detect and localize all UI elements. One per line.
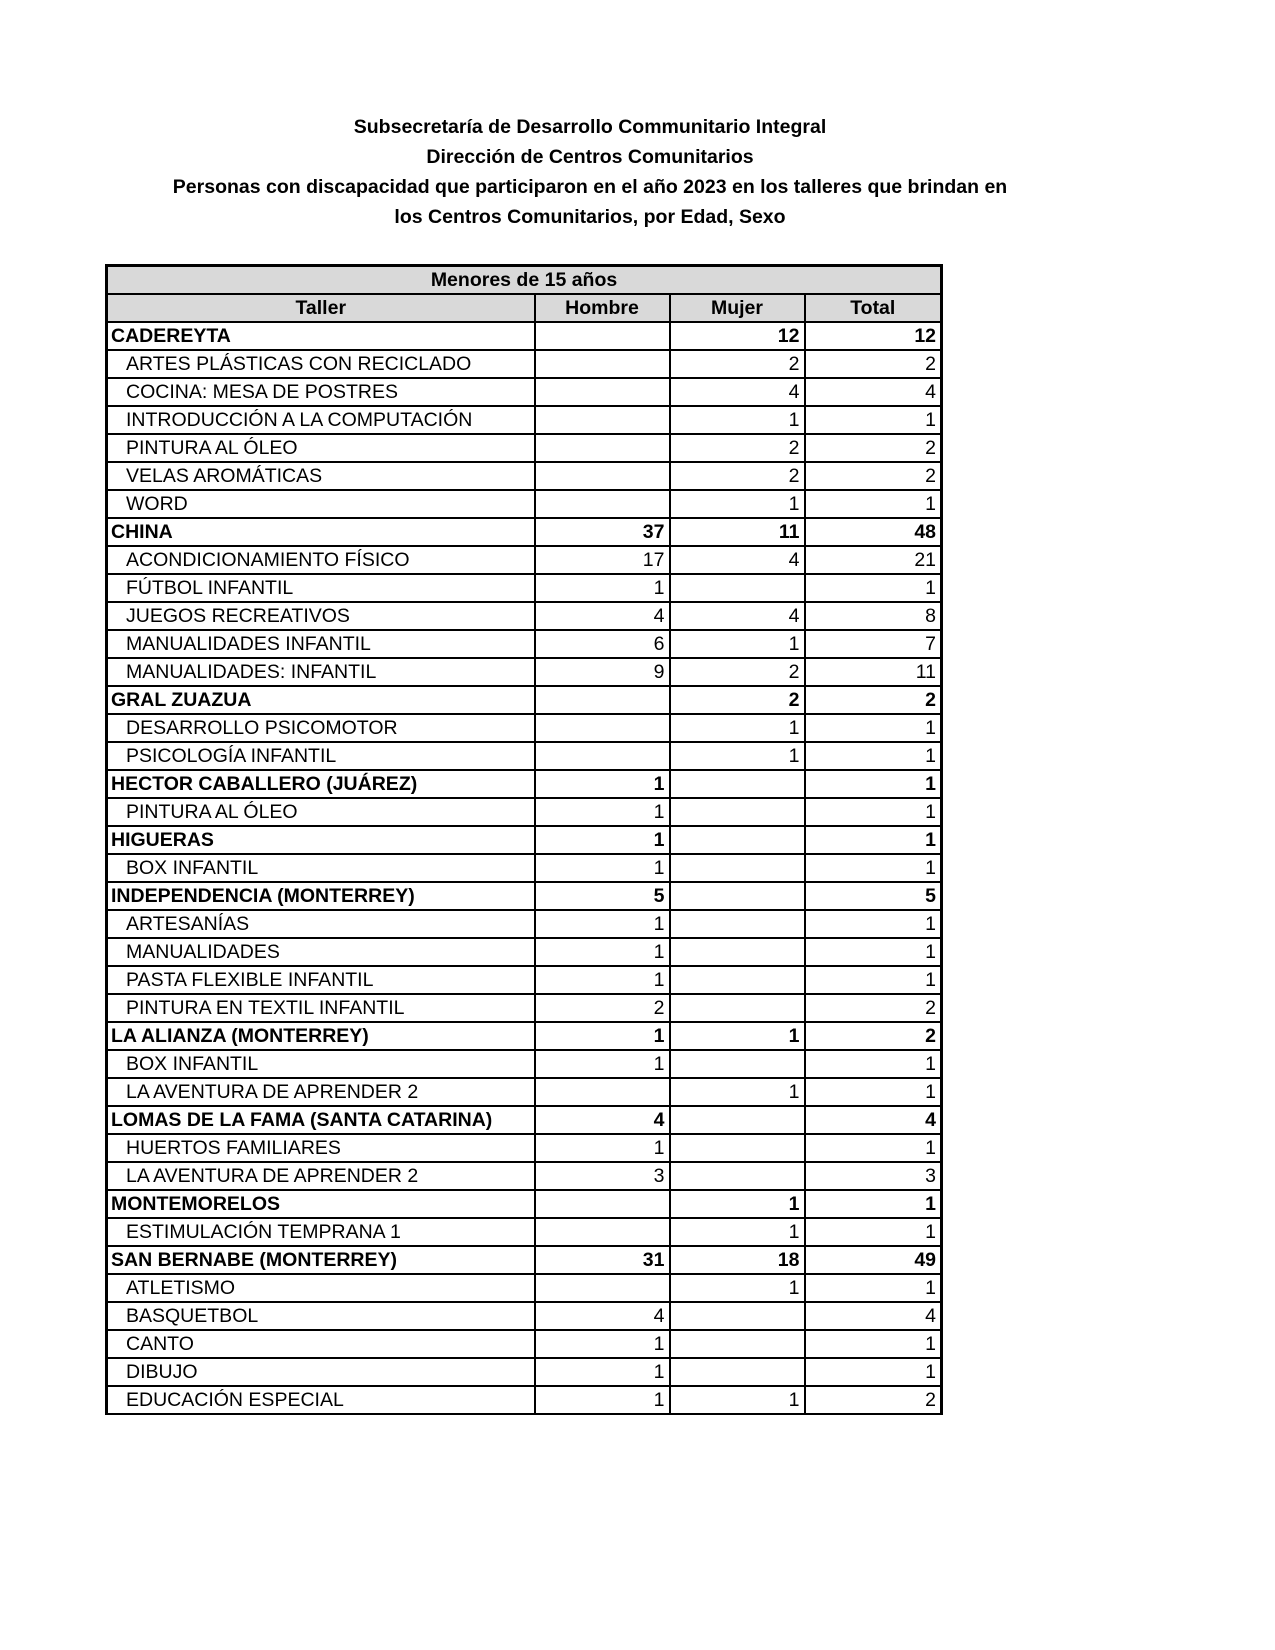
cell-mujer: [670, 826, 805, 854]
cell-taller: LA AVENTURA DE APRENDER 2: [107, 1078, 535, 1106]
cell-mujer: 1: [670, 1190, 805, 1218]
cell-total: 2: [805, 1022, 942, 1050]
cell-taller: SAN BERNABE (MONTERREY): [107, 1246, 535, 1274]
cell-taller: HIGUERAS: [107, 826, 535, 854]
cell-mujer: 12: [670, 322, 805, 350]
cell-hombre: 5: [535, 882, 670, 910]
workshop-row: [107, 1218, 942, 1246]
column-header-mujer: Mujer: [670, 294, 805, 322]
cell-hombre: 9: [535, 658, 670, 686]
workshop-row: [107, 966, 942, 994]
cell-taller: COCINA: MESA DE POSTRES: [107, 378, 535, 406]
cell-total: 2: [805, 1386, 942, 1414]
cell-mujer: [670, 1302, 805, 1330]
cell-mujer: [670, 770, 805, 798]
cell-mujer: [670, 574, 805, 602]
cell-taller: ESTIMULACIÓN TEMPRANA 1: [107, 1218, 535, 1246]
cell-mujer: 2: [670, 462, 805, 490]
header-line-1: Subsecretaría de Desarrollo Communitario Integral: [353, 116, 827, 138]
cell-hombre: 1: [535, 1134, 670, 1162]
cell-total: 3: [805, 1162, 942, 1190]
cell-mujer: 1: [670, 490, 805, 518]
workshop-row: [107, 1162, 942, 1190]
header-line-4: los Centros Comunitarios, por Edad, Sexo: [394, 206, 786, 228]
cell-taller: ARTESANÍAS: [107, 910, 535, 938]
cell-total: 1: [805, 490, 942, 518]
cell-taller: INTRODUCCIÓN A LA COMPUTACIÓN: [107, 406, 535, 434]
cell-taller: PINTURA EN TEXTIL INFANTIL: [107, 994, 535, 1022]
cell-hombre: 1: [535, 826, 670, 854]
cell-mujer: 1: [670, 1078, 805, 1106]
workshop-row: [107, 462, 942, 490]
cell-mujer: [670, 1358, 805, 1386]
cell-mujer: [670, 1330, 805, 1358]
workshop-row: [107, 994, 942, 1022]
center-total-row: [107, 1022, 942, 1050]
cell-taller: LA AVENTURA DE APRENDER 2: [107, 1162, 535, 1190]
column-header-hombre: Hombre: [535, 294, 670, 322]
cell-mujer: 1: [670, 742, 805, 770]
cell-hombre: [535, 714, 670, 742]
age-group-header: Menores de 15 años: [107, 266, 942, 295]
cell-total: 1: [805, 938, 942, 966]
cell-taller: HECTOR CABALLERO (JUÁREZ): [107, 770, 535, 798]
cell-mujer: [670, 1106, 805, 1134]
cell-hombre: 31: [535, 1246, 670, 1274]
cell-taller: EDUCACIÓN ESPECIAL: [107, 1386, 535, 1414]
cell-total: 1: [805, 1050, 942, 1078]
cell-hombre: 1: [535, 938, 670, 966]
cell-hombre: [535, 322, 670, 350]
workshop-row: [107, 602, 942, 630]
cell-taller: CANTO: [107, 1330, 535, 1358]
workshop-row: [107, 1330, 942, 1358]
cell-total: 1: [805, 1358, 942, 1386]
center-total-row: [107, 322, 942, 350]
cell-mujer: 2: [670, 434, 805, 462]
cell-taller: PSICOLOGÍA INFANTIL: [107, 742, 535, 770]
cell-taller: WORD: [107, 490, 535, 518]
cell-total: 21: [805, 546, 942, 574]
cell-hombre: 37: [535, 518, 670, 546]
cell-hombre: [535, 1078, 670, 1106]
workshop-row: [107, 1050, 942, 1078]
cell-hombre: [535, 490, 670, 518]
cell-mujer: 1: [670, 406, 805, 434]
cell-total: 1: [805, 1274, 942, 1302]
center-total-row: [107, 1246, 942, 1274]
cell-total: 1: [805, 770, 942, 798]
cell-total: 11: [805, 658, 942, 686]
cell-total: 4: [805, 1302, 942, 1330]
cell-total: 2: [805, 350, 942, 378]
workshop-row: [107, 658, 942, 686]
cell-mujer: 1: [670, 1386, 805, 1414]
cell-mujer: 1: [670, 1218, 805, 1246]
cell-mujer: 4: [670, 602, 805, 630]
cell-mujer: 4: [670, 378, 805, 406]
cell-mujer: [670, 938, 805, 966]
cell-total: 4: [805, 1106, 942, 1134]
cell-mujer: [670, 798, 805, 826]
cell-mujer: [670, 1134, 805, 1162]
cell-taller: CADEREYTA: [107, 322, 535, 350]
cell-mujer: [670, 1162, 805, 1190]
column-header-total: Total: [805, 294, 942, 322]
cell-hombre: [535, 1274, 670, 1302]
document-header: [0, 112, 1180, 232]
cell-total: 1: [805, 714, 942, 742]
workshop-row: [107, 546, 942, 574]
workshop-row: [107, 406, 942, 434]
cell-hombre: 1: [535, 798, 670, 826]
cell-hombre: 6: [535, 630, 670, 658]
cell-total: 1: [805, 1190, 942, 1218]
cell-total: 1: [805, 910, 942, 938]
cell-total: 1: [805, 1078, 942, 1106]
cell-hombre: 1: [535, 966, 670, 994]
cell-total: 4: [805, 378, 942, 406]
cell-hombre: 1: [535, 910, 670, 938]
cell-hombre: [535, 686, 670, 714]
cell-mujer: 4: [670, 546, 805, 574]
cell-total: 1: [805, 1134, 942, 1162]
workshop-row: [107, 434, 942, 462]
workshop-row: [107, 350, 942, 378]
cell-taller: BOX INFANTIL: [107, 854, 535, 882]
cell-total: 2: [805, 462, 942, 490]
cell-hombre: 1: [535, 854, 670, 882]
cell-mujer: 18: [670, 1246, 805, 1274]
workshop-row: [107, 630, 942, 658]
cell-taller: MANUALIDADES INFANTIL: [107, 630, 535, 658]
header-line-2: Dirección de Centros Comunitarios: [426, 146, 754, 168]
workshop-row: [107, 378, 942, 406]
cell-hombre: 4: [535, 1302, 670, 1330]
cell-mujer: 1: [670, 714, 805, 742]
center-total-row: [107, 1106, 942, 1134]
workshop-row: [107, 1358, 942, 1386]
cell-mujer: [670, 854, 805, 882]
workshop-row: [107, 1274, 942, 1302]
cell-mujer: [670, 882, 805, 910]
cell-total: 2: [805, 434, 942, 462]
cell-total: 1: [805, 966, 942, 994]
cell-hombre: [535, 1190, 670, 1218]
center-total-row: [107, 518, 942, 546]
cell-taller: MONTEMORELOS: [107, 1190, 535, 1218]
cell-hombre: 17: [535, 546, 670, 574]
cell-hombre: 1: [535, 770, 670, 798]
cell-taller: DIBUJO: [107, 1358, 535, 1386]
cell-mujer: 2: [670, 686, 805, 714]
cell-hombre: [535, 434, 670, 462]
cell-mujer: 1: [670, 1022, 805, 1050]
workshop-row: [107, 1386, 942, 1414]
cell-taller: LA ALIANZA (MONTERREY): [107, 1022, 535, 1050]
cell-mujer: 1: [670, 630, 805, 658]
cell-mujer: [670, 966, 805, 994]
cell-taller: BASQUETBOL: [107, 1302, 535, 1330]
workshop-row: [107, 854, 942, 882]
workshop-row: [107, 714, 942, 742]
cell-taller: GRAL ZUAZUA: [107, 686, 535, 714]
cell-total: 1: [805, 406, 942, 434]
cell-total: 12: [805, 322, 942, 350]
cell-hombre: 1: [535, 574, 670, 602]
cell-mujer: [670, 1050, 805, 1078]
cell-total: 1: [805, 574, 942, 602]
cell-total: 1: [805, 742, 942, 770]
cell-hombre: 1: [535, 1050, 670, 1078]
workshop-row: [107, 938, 942, 966]
cell-hombre: [535, 406, 670, 434]
cell-mujer: 2: [670, 350, 805, 378]
workshop-row: [107, 574, 942, 602]
cell-total: 1: [805, 1218, 942, 1246]
table-body: [107, 322, 942, 1414]
participants-table: [105, 264, 943, 1415]
cell-taller: ARTES PLÁSTICAS CON RECICLADO: [107, 350, 535, 378]
cell-total: 49: [805, 1246, 942, 1274]
cell-taller: MANUALIDADES: [107, 938, 535, 966]
cell-mujer: 11: [670, 518, 805, 546]
cell-total: 7: [805, 630, 942, 658]
cell-taller: FÚTBOL INFANTIL: [107, 574, 535, 602]
cell-hombre: [535, 742, 670, 770]
cell-total: 48: [805, 518, 942, 546]
cell-total: 1: [805, 826, 942, 854]
cell-taller: ATLETISMO: [107, 1274, 535, 1302]
cell-taller: BOX INFANTIL: [107, 1050, 535, 1078]
cell-taller: PASTA FLEXIBLE INFANTIL: [107, 966, 535, 994]
cell-mujer: [670, 910, 805, 938]
cell-hombre: 2: [535, 994, 670, 1022]
cell-total: 2: [805, 994, 942, 1022]
header-line-3: Personas con discapacidad que participaron en el año 2023 en los talleres que brindan en: [172, 176, 1008, 198]
workshop-row: [107, 1134, 942, 1162]
cell-total: 2: [805, 686, 942, 714]
cell-total: 8: [805, 602, 942, 630]
cell-hombre: [535, 1218, 670, 1246]
cell-total: 1: [805, 1330, 942, 1358]
cell-hombre: 1: [535, 1358, 670, 1386]
center-total-row: [107, 1190, 942, 1218]
cell-hombre: [535, 462, 670, 490]
cell-taller: JUEGOS RECREATIVOS: [107, 602, 535, 630]
cell-hombre: [535, 378, 670, 406]
cell-mujer: 2: [670, 658, 805, 686]
center-total-row: [107, 882, 942, 910]
cell-mujer: [670, 994, 805, 1022]
workshop-row: [107, 490, 942, 518]
cell-taller: HUERTOS FAMILIARES: [107, 1134, 535, 1162]
workshop-row: [107, 742, 942, 770]
cell-hombre: 1: [535, 1022, 670, 1050]
workshop-row: [107, 910, 942, 938]
cell-taller: CHINA: [107, 518, 535, 546]
workshop-row: [107, 1078, 942, 1106]
cell-hombre: 1: [535, 1386, 670, 1414]
cell-total: 1: [805, 854, 942, 882]
cell-hombre: 3: [535, 1162, 670, 1190]
cell-hombre: [535, 350, 670, 378]
cell-hombre: 4: [535, 602, 670, 630]
workshop-row: [107, 1302, 942, 1330]
cell-taller: INDEPENDENCIA (MONTERREY): [107, 882, 535, 910]
cell-taller: PINTURA AL ÓLEO: [107, 434, 535, 462]
cell-taller: DESARROLLO PSICOMOTOR: [107, 714, 535, 742]
center-total-row: [107, 770, 942, 798]
cell-total: 1: [805, 798, 942, 826]
workshop-row: [107, 798, 942, 826]
center-total-row: [107, 826, 942, 854]
column-header-taller: Taller: [107, 294, 535, 322]
cell-taller: MANUALIDADES: INFANTIL: [107, 658, 535, 686]
cell-taller: LOMAS DE LA FAMA (SANTA CATARINA): [107, 1106, 535, 1134]
cell-mujer: 1: [670, 1274, 805, 1302]
cell-taller: PINTURA AL ÓLEO: [107, 798, 535, 826]
cell-hombre: 4: [535, 1106, 670, 1134]
cell-taller: VELAS AROMÁTICAS: [107, 462, 535, 490]
cell-total: 5: [805, 882, 942, 910]
cell-hombre: 1: [535, 1330, 670, 1358]
cell-taller: ACONDICIONAMIENTO FÍSICO: [107, 546, 535, 574]
center-total-row: [107, 686, 942, 714]
